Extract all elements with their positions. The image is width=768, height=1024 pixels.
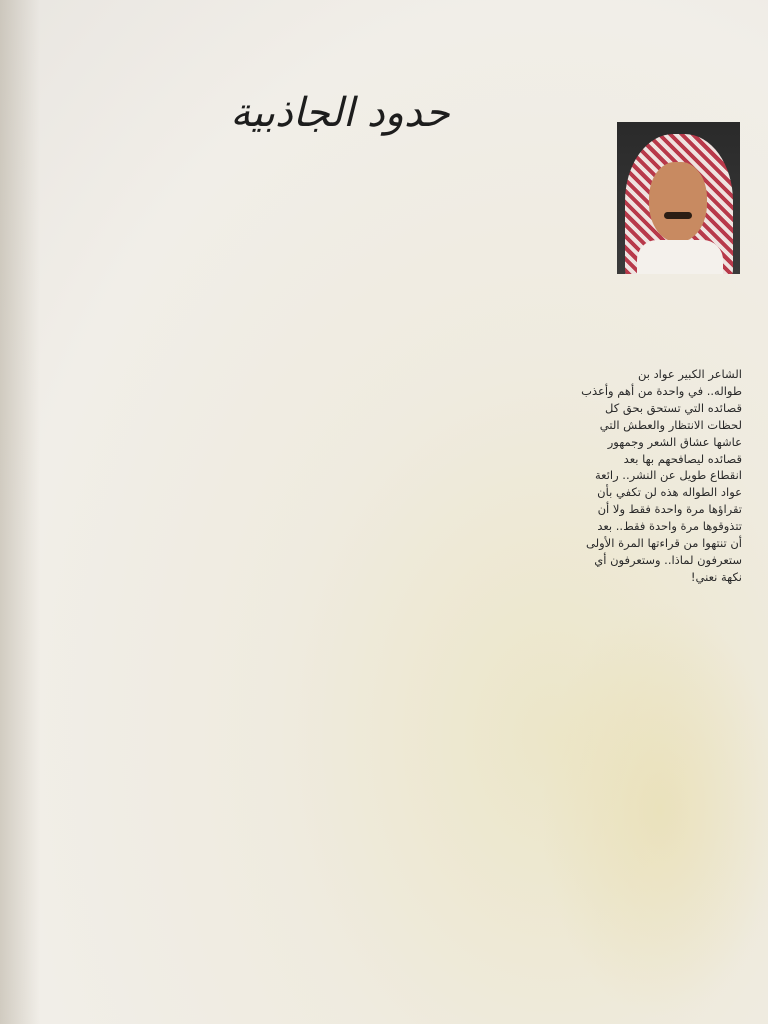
poet-photo <box>617 122 740 274</box>
robe-shape <box>637 240 723 274</box>
intro-caption <box>564 366 742 586</box>
verse <box>92 625 540 667</box>
caption-line: عاشها عشاق الشعر وجمهور <box>607 434 742 449</box>
verse <box>92 417 540 459</box>
caption-line: قصائده التي تستحق بحق كل <box>605 400 742 415</box>
caption-line: ستعرفون لماذا.. وستعرفون أي <box>594 552 742 567</box>
verse <box>92 376 540 418</box>
verse <box>92 334 540 376</box>
verse <box>92 251 540 293</box>
caption-line: عواد الطواله هذه لن تكفي بأن <box>597 485 742 500</box>
caption-line: الشاعر الكبير عواد بن <box>637 367 742 381</box>
verse <box>92 542 540 584</box>
face-shape <box>649 162 707 242</box>
verse <box>92 832 540 874</box>
caption-line: قصائده ليصافحهم بها بعد <box>623 451 742 466</box>
verse <box>92 210 540 252</box>
caption-line: نكهة نعني! <box>690 569 742 584</box>
caption-line: تقراؤها مرة واحدة فقط ولا أن <box>597 502 742 517</box>
verse <box>92 500 540 542</box>
caption-line: لحظات الانتظار والعطش التي <box>599 417 742 432</box>
caption-line: انقطاع طويل عن النشر.. رائعة <box>594 468 742 483</box>
verse <box>92 957 540 999</box>
verse <box>92 293 540 335</box>
verse <box>92 666 540 708</box>
verse <box>92 915 540 957</box>
poem-body <box>92 168 540 998</box>
verse <box>92 708 540 750</box>
caption-line: أن تنتهوا من قراءتها المرة الأولى <box>586 536 742 551</box>
verse <box>92 874 540 916</box>
verse <box>92 791 540 833</box>
verse <box>92 749 540 791</box>
verse <box>92 583 540 625</box>
verse <box>92 168 540 210</box>
caption-line: طواله.. في واحدة من أهم وأعذب <box>581 383 742 398</box>
poem-title: حدود الجاذبية <box>230 90 450 136</box>
caption-line: تتذوقوها مرة واحدة فقط.. بعد <box>597 519 742 534</box>
verse <box>92 459 540 501</box>
